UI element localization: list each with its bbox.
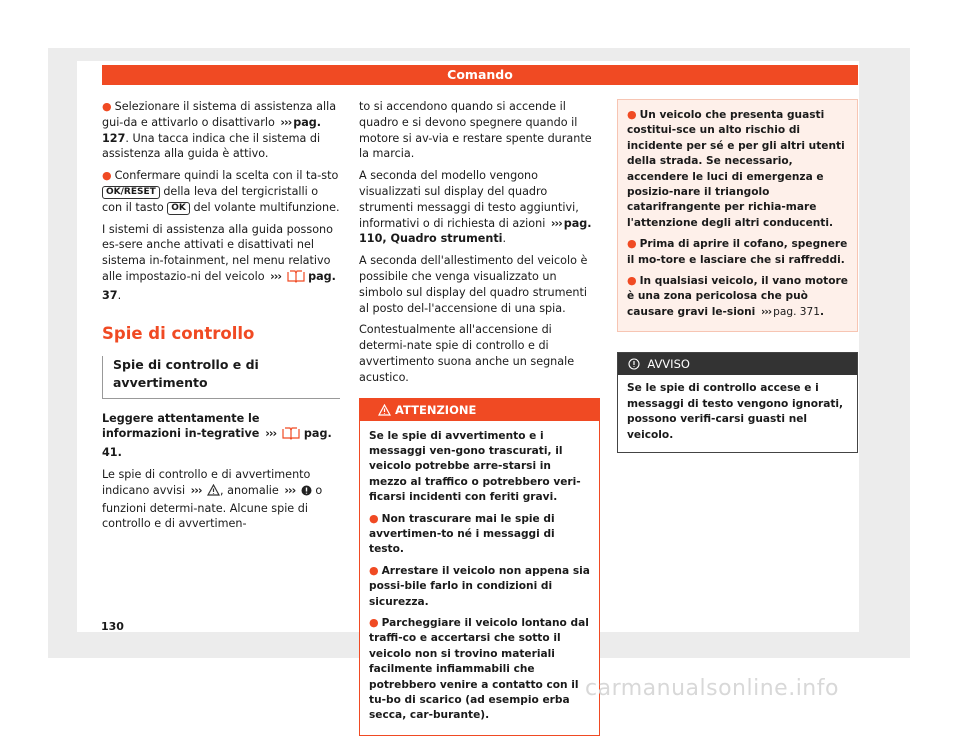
notice-box-title: AVVISO bbox=[618, 353, 857, 375]
page-reference-link[interactable]: pag. 127 bbox=[102, 115, 322, 145]
reference-arrows-icon: ››› bbox=[280, 115, 292, 129]
bullet-icon: ● bbox=[627, 274, 637, 288]
list-item: ● Un veicolo che presenta guasti costitui-sce un alto rischio di incidente per sé e per gli altri utenti della strada. Se necessario, accendere le luci di emergenza e posizio-nare il triangolo catarifrangente per richia-mare l'attenzione degli altri conducenti. bbox=[627, 108, 845, 229]
page-reference-link[interactable]: pag. 41 bbox=[102, 427, 332, 460]
reference-arrows-icon: ››› bbox=[550, 216, 562, 230]
bullet-icon: ● bbox=[102, 100, 112, 113]
notice-box bbox=[617, 352, 858, 453]
subsection-heading: Spie di controllo e di avvertimento bbox=[102, 356, 340, 399]
warning-continuation-box bbox=[617, 99, 858, 332]
warning-box-body bbox=[360, 421, 599, 735]
warning-triangle-icon bbox=[207, 484, 220, 501]
bullet-icon: ● bbox=[627, 108, 637, 121]
column-3 bbox=[617, 99, 858, 453]
page-reference-link[interactable]: pag. 371 bbox=[773, 305, 821, 318]
warning-box-title: ATTENZIONE bbox=[360, 399, 599, 421]
bullet-icon: ● bbox=[102, 169, 112, 183]
page-reference-link[interactable]: pag. 37 bbox=[102, 269, 336, 302]
column-2 bbox=[359, 99, 600, 736]
list-item: ● Confermare quindi la scelta con il ta-sto OK/RESET della leva del tergicristalli o con il tasto OK del volante multifunzione. bbox=[102, 169, 340, 214]
section-header: Comando bbox=[102, 65, 858, 85]
list-item: ● Selezionare il sistema di assistenza alla gui-da e attivarlo o disattivarlo ››› pag. 127. Una tacca indica che il sistema di assistenza alla guida è attivo. bbox=[102, 100, 337, 161]
bullet-icon: ● bbox=[369, 511, 379, 525]
list-item: ● Non trascurare mai le spie di avvertimen-to né i messaggi di testo. bbox=[369, 511, 555, 556]
bullet-icon: ● bbox=[369, 616, 379, 630]
list-item: ● Parcheggiare il veicolo lontano dal traffi-co e accertarsi che sotto il veicolo non si trovino materiali facilmente infiammabili che potrebbero venire a contatto con il tu-bo di scarico (ad esempio erba secca, car-burante). bbox=[369, 616, 589, 722]
book-reference-icon bbox=[282, 427, 300, 445]
page-number: 130 bbox=[101, 620, 124, 633]
reference-arrows-icon: ››› bbox=[270, 269, 281, 283]
bullet-icon: ● bbox=[627, 237, 637, 251]
intro-paragraph: Leggere attentamente le informazioni in-tegrative ››› pag. 41. bbox=[102, 411, 332, 460]
notice-box-body: Se le spie di controllo accese e i messaggi di testo vengono ignorati, possono verifi-carsi guasti nel veicolo. bbox=[627, 382, 844, 441]
book-reference-icon bbox=[287, 270, 305, 288]
page-reference-link[interactable]: pag. 110, Quadro strumenti bbox=[359, 216, 592, 246]
info-circle-icon bbox=[628, 355, 640, 377]
reference-arrows-icon: ››› bbox=[265, 427, 277, 441]
warning-triangle-icon bbox=[378, 401, 391, 423]
column-1 bbox=[102, 99, 340, 538]
ok-reset-key-icon: OK/RESET bbox=[102, 186, 160, 199]
section-heading: Spie di controllo bbox=[102, 323, 255, 343]
list-item: ● Prima di aprire il cofano, spegnere il mo-tore e lasciare che si raffreddi. bbox=[627, 237, 848, 266]
reference-arrows-icon: ››› bbox=[190, 483, 202, 497]
bullet-icon: ● bbox=[369, 563, 379, 577]
warning-box bbox=[359, 398, 600, 736]
reference-arrows-icon: ››› bbox=[761, 305, 772, 318]
notice-circle-icon bbox=[301, 485, 312, 501]
reference-arrows-icon: ››› bbox=[284, 483, 296, 497]
paragraph: I sistemi di assistenza alla guida possono es-sere anche attivati e disattivati nel sistema in-fotainment, nel menu relativo alle impostazio-ni del veicolo ››› pag. 37. bbox=[102, 222, 336, 302]
paragraph: A seconda del modello vengono visualizzati sul display del quadro strumenti messaggi di testo aggiuntivi, informativi o di richiesta di azioni ››› pag. 110, Quadro strumenti. bbox=[359, 169, 592, 246]
list-item: ● Arrestare il veicolo non appena sia possi-bile farlo in condizioni di sicurezza. bbox=[369, 563, 590, 608]
paragraph: A seconda dell'allestimento del veicolo è possibile che venga visualizzato un simbolo sul display del quadro strumenti al posto del-l'accensione di una spia. bbox=[359, 254, 588, 315]
paragraph: Le spie di controllo e di avvertimento indicano avvisi ››› , anomalie ››› o funzioni determi-nate. Alcune spie di controllo e di avvertimen- bbox=[102, 467, 323, 531]
paragraph: to si accendono quando si accende il quadro e si devono spegnere quando il motore si av-via e restare spente durante la marcia. bbox=[359, 100, 592, 161]
warning-intro: Se le spie di avvertimento e i messaggi ven-gono trascurati, il veicolo potrebbe arre-starsi in mezzo al traffico o potrebbero veri-ficarsi incidenti con feriti gravi. bbox=[369, 429, 581, 504]
list-item: ● In qualsiasi veicolo, il vano motore è una zona pericolosa che può causare gravi le-sioni ››› pag. 371. bbox=[627, 274, 848, 318]
ok-key-icon: OK bbox=[167, 202, 190, 215]
watermark: carmanualsonline.info bbox=[585, 676, 839, 701]
paragraph: Contestualmente all'accensione di determi-nate spie di controllo e di avvertimento suona anche un segnale acustico. bbox=[359, 323, 575, 384]
